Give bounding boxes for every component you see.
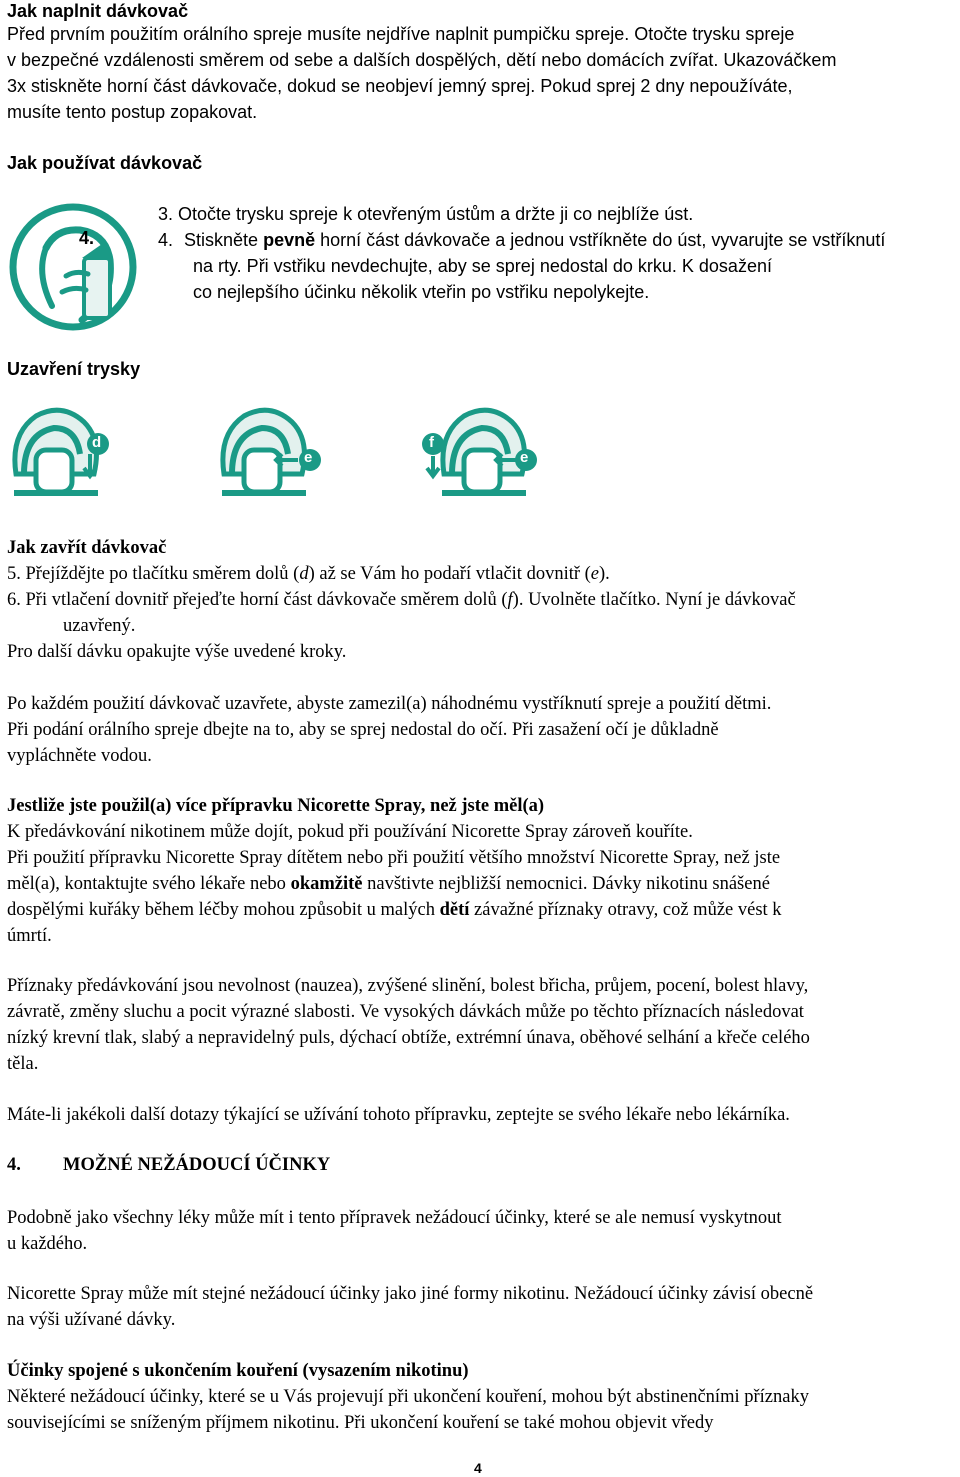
step-6-text-a: 6. Při vtlačení dovnitř přejeďte horní část dávkovače směrem dolů (: [7, 590, 508, 610]
heading-close-dispenser: Jak zavřít dávkovač: [7, 538, 167, 558]
heading-overdose: Jestliže jste použil(a) více přípravku Nicorette Spray, než jste měl(a): [7, 796, 545, 816]
overdose-line-5: úmrtí.: [7, 926, 52, 946]
use-step-4-line-3: co nejlepšího účinku několik vteřin po vstřiku nepolykejte.: [193, 282, 650, 302]
overdose-l3-b: navštivte nejbližší nemocnici. Dávky nikotinu snášené: [362, 874, 770, 894]
overdose-l3-a: měl(a), kontaktujte svého lékaře nebo: [7, 874, 291, 894]
withdrawal-line-2: souvisejícími se sníženým příjmem nikotinu. Při ukončení kouření se také mohou objevit vředy: [7, 1413, 714, 1433]
step-4-number: 4.: [158, 230, 174, 250]
overdose-l4-bold: dětí: [439, 900, 470, 920]
step-4-emphasis: pevně: [263, 230, 316, 250]
use-step-4-line-2: na rty. Při vstřiku nevdechujte, aby se sprej nedostal do krku. K dosažení: [193, 256, 772, 276]
side-effects2-line-1: Nicorette Spray může mít stejné nežádoucí účinky jako jiné formy nikotinu. Nežádoucí účinky závisí obecně: [7, 1284, 814, 1304]
after-use-line-2: Při podání orálního spreje dbejte na to, aby se sprej nedostal do očí. Při zasažení očí je důkladně: [7, 720, 719, 740]
fill-text-line-3: 3x stiskněte horní část dávkovače, dokud se neobjeví jemný sprej. Pokud sprej 2 dny nepoužíváte,: [7, 76, 793, 96]
fill-text-line-1: Před prvním použitím orálního spreje musíte nejdříve naplnit pumpičku spreje. Otočte trysku spreje: [7, 24, 795, 44]
figure-label-f: f: [429, 434, 434, 451]
fill-text-line-4: musíte tento postup zopakovat.: [7, 102, 258, 122]
symptoms-line-2: závratě, změny sluchu a pocit výrazné slabosti. Ve vysokých dávkách může po těchto příznacích následovat: [7, 1002, 804, 1022]
after-use-line-1: Po každém použití dávkovač uzavřete, abyste zamezil(a) náhodnému vystříknutí spreje a použití dětmi.: [7, 694, 772, 714]
step-4-text-b: horní část dávkovače a jednou vstříkněte do úst, vyvarujte se vstříknutí: [315, 230, 886, 250]
step-5-label-e: e: [590, 564, 600, 584]
overdose-line-3: [7, 871, 770, 897]
overdose-l4-a: dospělými kuřáky během léčby mohou způsobit u malých: [7, 900, 440, 920]
overdose-l4-b: závažné příznaky otravy, což může vést k: [469, 900, 782, 920]
close-figure-fe: [420, 404, 540, 500]
heading-use-dispenser: Jak používat dávkovač: [7, 153, 203, 173]
overdose-l3-bold: okamžitě: [290, 874, 363, 894]
symptoms-line-4: těla.: [7, 1054, 39, 1074]
figure-label-e: e: [304, 449, 313, 466]
figure-label-4: 4.: [79, 228, 95, 248]
overdose-line-1: K předávkování nikotinem může dojít, pokud při používání Nicorette Spray zároveň kouříte.: [7, 822, 693, 842]
questions-text: Máte-li jakékoli další dotazy týkající se užívání tohoto přípravku, zeptejte se svého lékaře nebo lékárníka.: [7, 1105, 790, 1125]
step-4-text-a: Stiskněte: [184, 230, 264, 250]
heading-withdrawal: Účinky spojené s ukončením kouření (vysazením nikotinu): [7, 1361, 469, 1381]
step-5-text-b: ) až se Vám ho podaří vtlačit dovnitř (: [308, 564, 591, 584]
heading-fill-dispenser: Jak naplnit dávkovač: [7, 1, 189, 21]
overdose-line-2: Při použití přípravku Nicorette Spray dítětem nebo při použití většího množství Nicorette Spray, než jste: [7, 848, 781, 868]
fill-text-line-2: v bezpečné vzdálenosti směrem od sebe a dalších dospělých, dětí nebo domácích zvířat. Ukazováčkem: [7, 50, 837, 70]
section-4-number: 4.: [7, 1155, 21, 1175]
close-figure-e: [214, 404, 326, 500]
section-4-title: MOŽNÉ NEŽÁDOUCÍ ÚČINKY: [63, 1155, 331, 1175]
close-repeat-note: Pro další dávku opakujte výše uvedené kroky.: [7, 642, 347, 662]
after-use-line-3: vypláchněte vodou.: [7, 746, 152, 766]
close-step-5: [7, 561, 610, 587]
figure-label-e2: e: [520, 449, 529, 466]
figure-label-d: d: [92, 434, 102, 451]
close-step-6-line-2: uzavřený.: [63, 616, 136, 636]
side-effects2-line-2: na výši užívané dávky.: [7, 1310, 176, 1330]
mouth-spray-illustration: [6, 200, 142, 334]
side-effects-line-2: u každého.: [7, 1234, 88, 1254]
use-step-3: 3. Otočte trysku spreje k otevřeným ústům a držte ji co nejblíže úst.: [158, 204, 694, 224]
step-6-text-b: ). Uvolněte tlačítko. Nyní je dávkovač: [512, 590, 796, 610]
symptoms-line-3: nízký krevní tlak, slabý a nepravidelný puls, dýchací obtíže, extrémní únava, oběhové selhání a křeče celého: [7, 1028, 810, 1048]
close-figure-d: [6, 404, 110, 500]
overdose-line-4: [7, 897, 782, 923]
side-effects-line-1: Podobně jako všechny léky může mít i tento přípravek nežádoucí účinky, které se ale nemusí vyskytnout: [7, 1208, 782, 1228]
withdrawal-line-1: Některé nežádoucí účinky, které se u Vás projevují při ukončení kouření, mohou být abstinenčními příznaky: [7, 1387, 809, 1407]
use-step-4-line-1: [158, 227, 885, 253]
step-5-text-c: ).: [599, 564, 610, 584]
heading-close-nozzle: Uzavření trysky: [7, 359, 141, 379]
symptoms-line-1: Příznaky předávkování jsou nevolnost (nauzea), zvýšené slinění, bolest břicha, průjem, pocení, bolest hlavy,: [7, 976, 809, 996]
step-6-label-f: f: [507, 590, 513, 610]
step-5-text-a: 5. Přejíždějte po tlačítku směrem dolů (: [7, 564, 300, 584]
page-number: 4: [474, 1460, 482, 1476]
close-step-6: [7, 587, 796, 613]
step-5-label-d: d: [299, 564, 309, 584]
